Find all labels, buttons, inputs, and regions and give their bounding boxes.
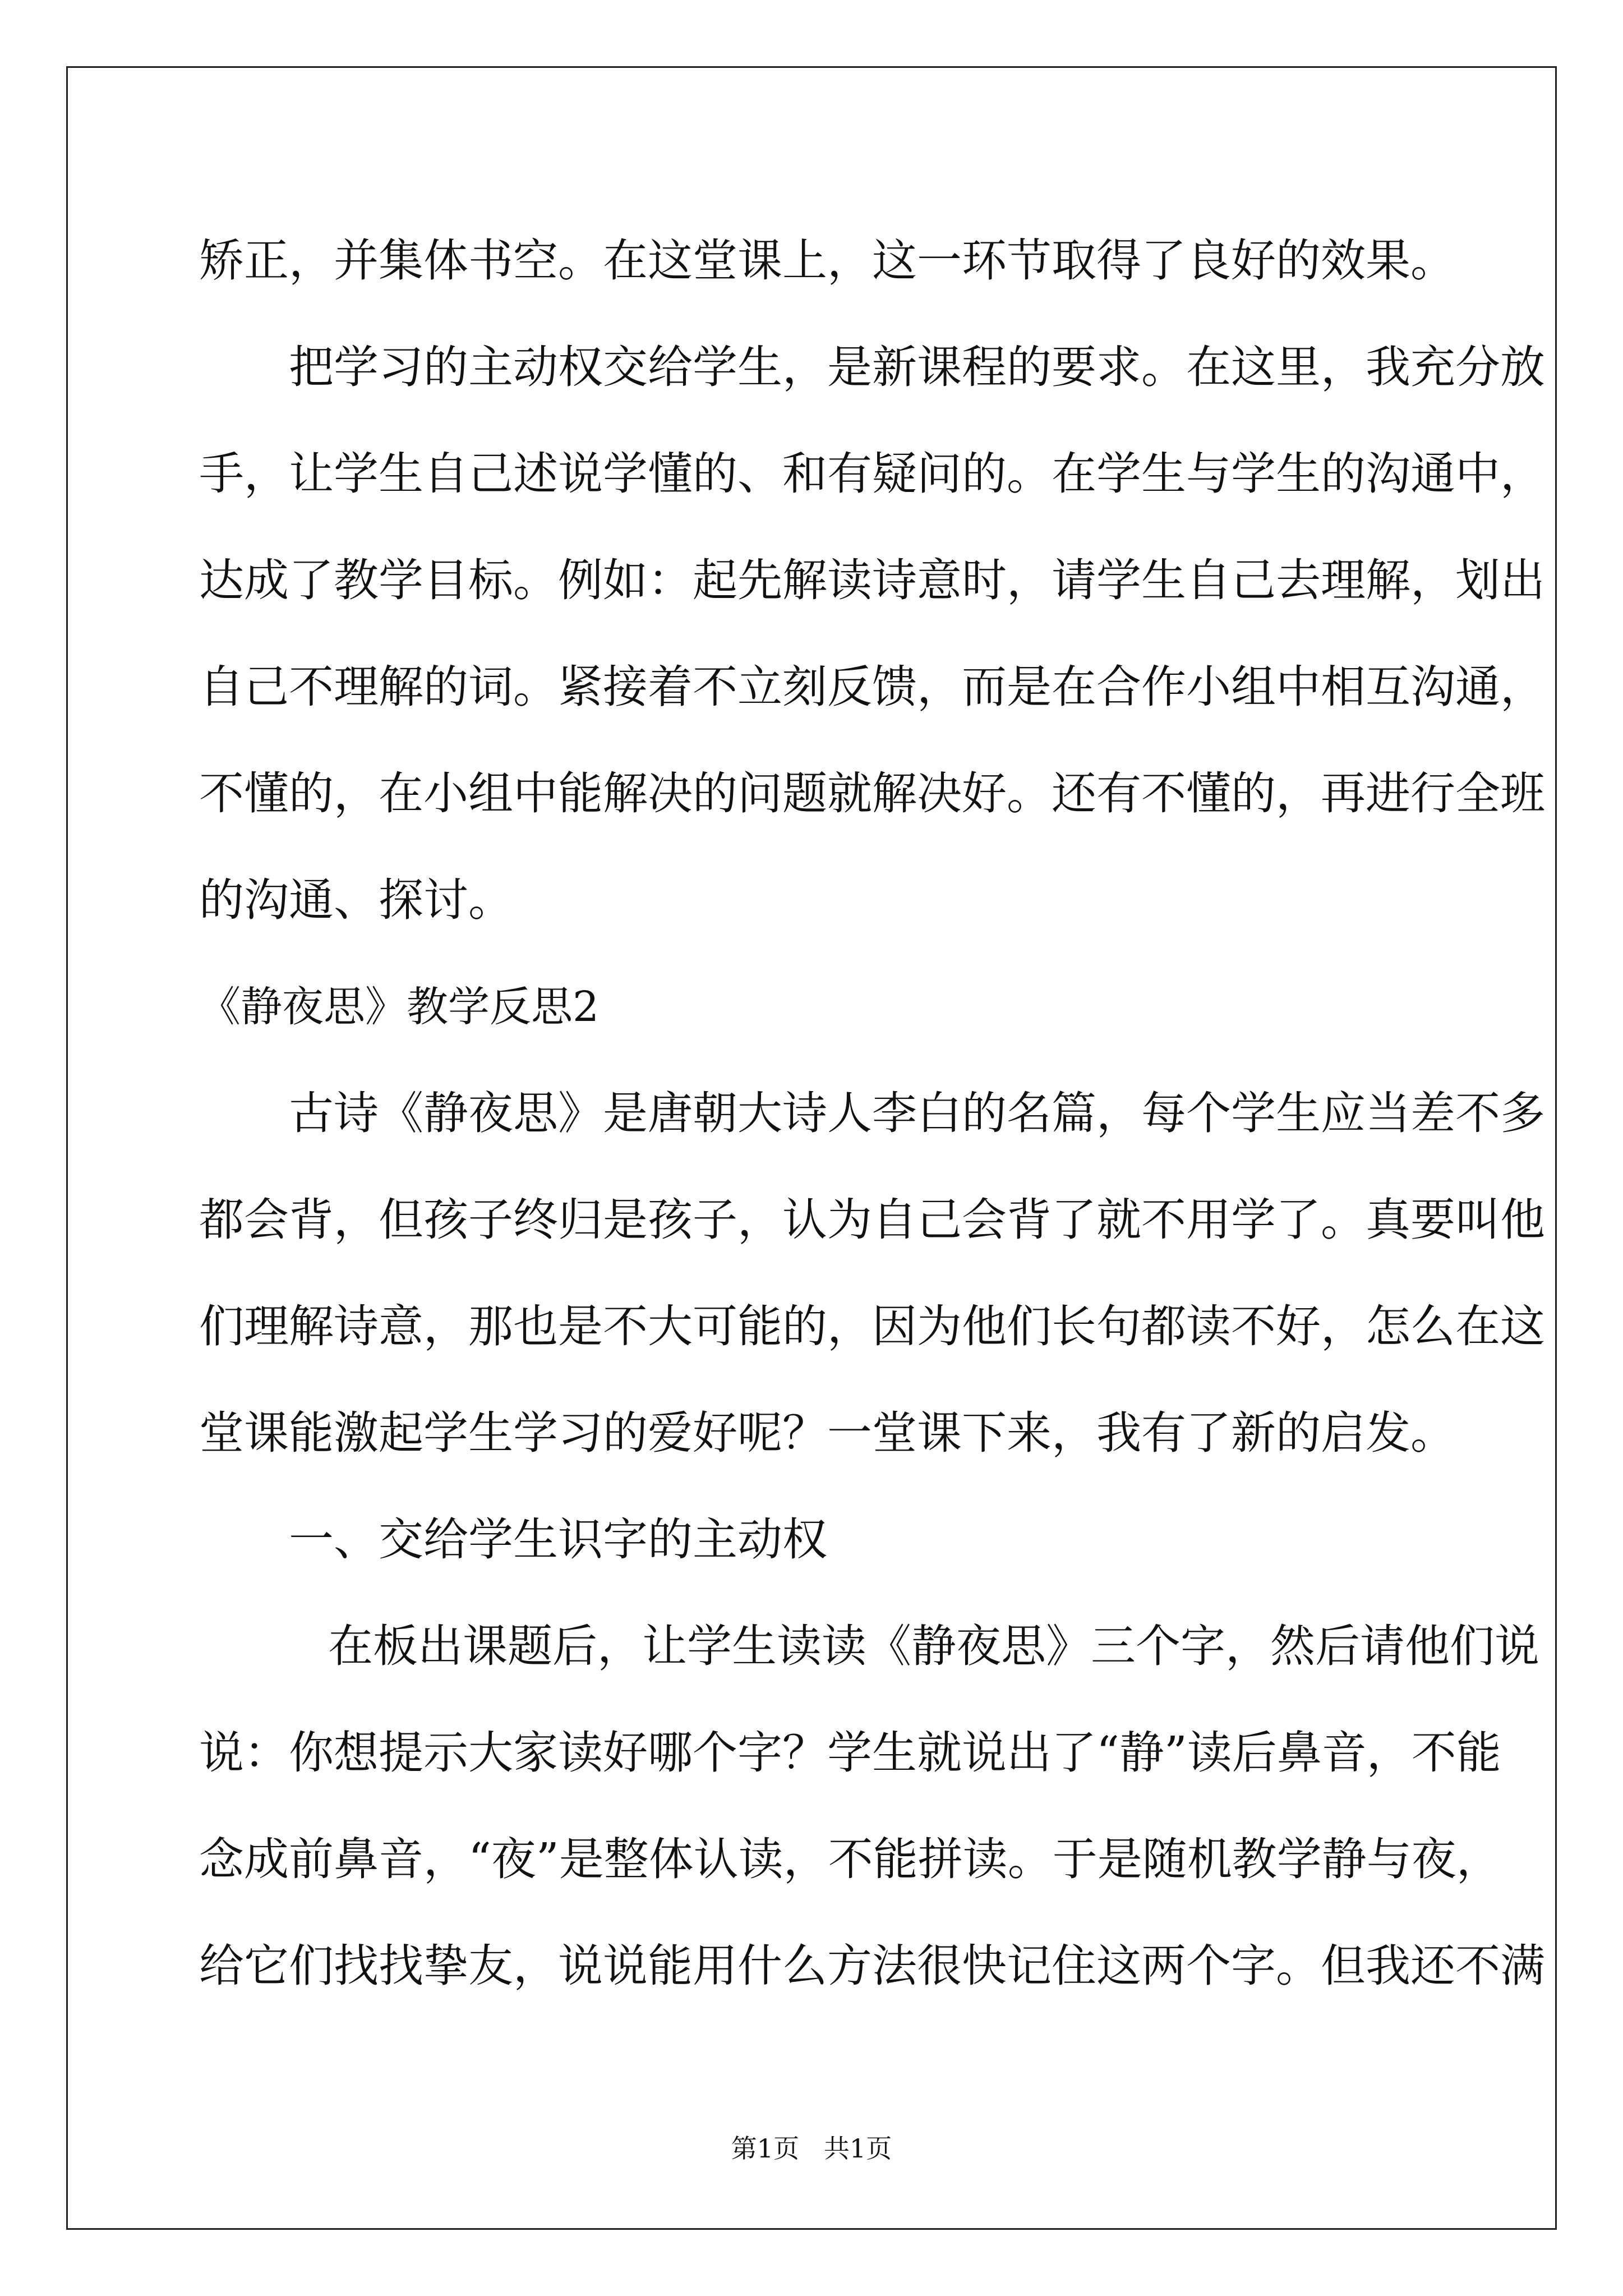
paragraph-line: 的沟通、探讨。 <box>199 874 513 926</box>
paragraph-line: 念成前鼻音，“夜”是整体认读，不能拼读。于是随机教学静与夜， <box>199 1833 1501 1885</box>
paragraph-line: 古诗《静夜思》是唐朝大诗人李白的名篇，每个学生应当差不多 <box>289 1087 1545 1139</box>
section-heading: 《静夜思》教学反思2 <box>199 983 600 1031</box>
paragraph-line: 说：你想提示大家读好哪个字？学生就说出了“静”读后鼻音，不能 <box>199 1727 1501 1779</box>
subsection-heading: 一、交给学生识字的主动权 <box>289 1513 827 1566</box>
paragraph-line: 不懂的，在小组中能解决的问题就解决好。还有不懂的，再进行全班 <box>199 767 1545 820</box>
paragraph-line: 给它们找找挚友，说说能用什么方法很快记住这两个字。但我还不满 <box>199 1940 1545 1992</box>
paragraph-line: 手，让学生自己述说学懂的、和有疑问的。在学生与学生的沟通中， <box>199 448 1545 500</box>
paragraph-line: 矫正，并集体书空。在这堂课上，这一环节取得了良好的效果。 <box>199 234 1455 287</box>
paragraph-line: 都会背，但孩子终归是孩子，认为自己会背了就不用学了。真要叫他 <box>199 1194 1545 1246</box>
paragraph-line: 把学习的主动权交给学生，是新课程的要求。在这里，我充分放 <box>289 341 1545 393</box>
paragraph-line: 达成了教学目标。例如：起先解读诗意时，请学生自己去理解，划出 <box>199 554 1545 606</box>
page-footer: 第1页 共1页 <box>731 2133 892 2164</box>
paragraph-line: 们理解诗意，那也是不大可能的，因为他们长句都读不好，怎么在这 <box>199 1300 1545 1352</box>
document-body <box>199 208 1545 2019</box>
paragraph-line: 堂课能激起学生学习的爱好呢？一堂课下来，我有了新的启发。 <box>199 1407 1455 1459</box>
paragraph-line: 自己不理解的词。紧接着不立刻反馈，而是在合作小组中相互沟通， <box>199 661 1545 713</box>
paragraph-line: 在板出课题后，让学生读读《静夜思》三个字，然后请他们说 <box>328 1620 1539 1672</box>
